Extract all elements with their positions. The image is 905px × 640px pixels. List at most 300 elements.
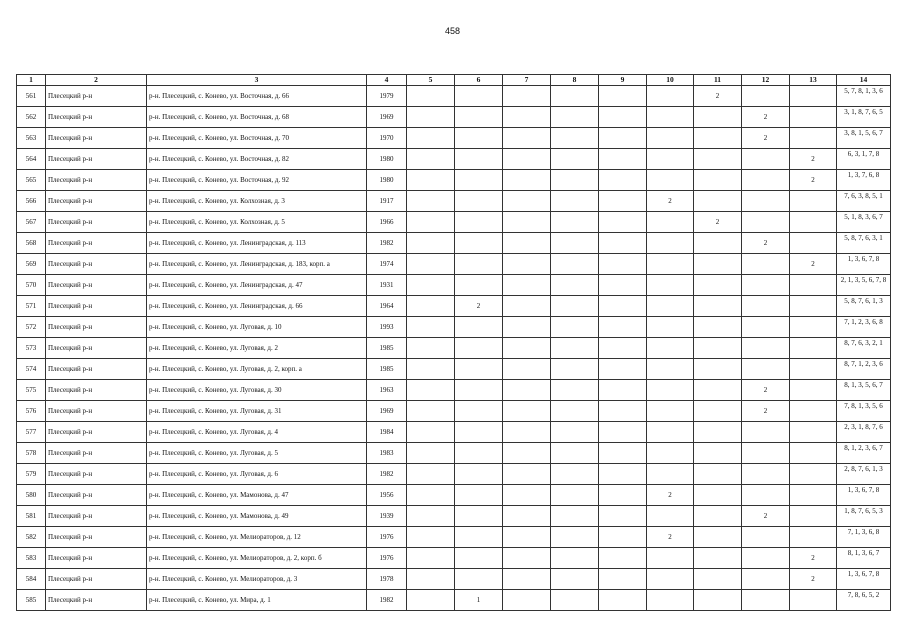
value-cell-col-11: [694, 359, 742, 380]
value-cell-col-11: [694, 485, 742, 506]
year-cell: 1969: [367, 401, 407, 422]
district-cell: Плесецкий р-н: [46, 107, 147, 128]
row-number-cell: 564: [17, 149, 46, 170]
table-row: [17, 275, 891, 296]
address-cell: р-н. Плесецкий, с. Конево, ул. Луговая, д. 2: [147, 338, 367, 359]
value-cell-col-5: [407, 296, 455, 317]
value-cell-col-9: [599, 149, 647, 170]
value-cell-col-7: [503, 443, 551, 464]
district-cell: Плесецкий р-н: [46, 506, 147, 527]
value-cell-col-9: [599, 569, 647, 590]
value-cell-col-9: [599, 422, 647, 443]
table-row: [17, 485, 891, 506]
value-cell-col-5: [407, 443, 455, 464]
table-row: [17, 86, 891, 107]
table-row: [17, 338, 891, 359]
value-cell-col-10: [647, 107, 694, 128]
sequence-cell: 8, 1, 2, 3, 6, 7: [837, 443, 891, 464]
value-cell-col-11: [694, 170, 742, 191]
value-cell-col-8: [551, 485, 599, 506]
sequence-cell: 1, 3, 6, 7, 8: [837, 254, 891, 275]
value-cell-col-5: [407, 107, 455, 128]
value-cell-col-7: [503, 107, 551, 128]
district-cell: Плесецкий р-н: [46, 170, 147, 191]
value-cell-col-7: [503, 527, 551, 548]
address-cell: р-н. Плесецкий, с. Конево, ул. Луговая, д. 31: [147, 401, 367, 422]
value-cell-col-6: [455, 86, 503, 107]
value-cell-col-8: [551, 191, 599, 212]
value-cell-col-5: [407, 359, 455, 380]
district-cell: Плесецкий р-н: [46, 569, 147, 590]
value-cell-col-10: [647, 86, 694, 107]
value-cell-col-7: [503, 359, 551, 380]
value-cell-col-12: [742, 338, 790, 359]
table-row: [17, 191, 891, 212]
table-row: [17, 506, 891, 527]
value-cell-col-8: [551, 359, 599, 380]
district-cell: Плесецкий р-н: [46, 401, 147, 422]
row-number-cell: 584: [17, 569, 46, 590]
value-cell-col-12: [742, 191, 790, 212]
value-cell-col-12: [742, 464, 790, 485]
value-cell-col-12: [742, 212, 790, 233]
value-cell-col-11: [694, 191, 742, 212]
year-cell: 1982: [367, 233, 407, 254]
value-cell-col-6: 1: [455, 590, 503, 611]
table-row: [17, 527, 891, 548]
value-cell-col-9: [599, 233, 647, 254]
value-cell-col-8: [551, 464, 599, 485]
value-cell-col-9: [599, 212, 647, 233]
value-cell-col-5: [407, 590, 455, 611]
row-number-cell: 574: [17, 359, 46, 380]
value-cell-col-6: [455, 149, 503, 170]
value-cell-col-9: [599, 317, 647, 338]
table-row: [17, 569, 891, 590]
district-cell: Плесецкий р-н: [46, 149, 147, 170]
row-number-cell: 576: [17, 401, 46, 422]
value-cell-col-8: [551, 548, 599, 569]
year-cell: 1963: [367, 380, 407, 401]
value-cell-col-7: [503, 86, 551, 107]
value-cell-col-6: [455, 527, 503, 548]
value-cell-col-9: [599, 401, 647, 422]
value-cell-col-6: [455, 485, 503, 506]
value-cell-col-11: [694, 296, 742, 317]
column-header-5: 5: [407, 75, 455, 86]
year-cell: 1982: [367, 464, 407, 485]
value-cell-col-12: [742, 485, 790, 506]
column-header-3: 3: [147, 75, 367, 86]
year-cell: 1939: [367, 506, 407, 527]
value-cell-col-8: [551, 86, 599, 107]
sequence-cell: 7, 8, 6, 5, 2: [837, 590, 891, 611]
sequence-cell: 8, 1, 3, 5, 6, 7: [837, 380, 891, 401]
table-row: [17, 128, 891, 149]
value-cell-col-12: [742, 422, 790, 443]
value-cell-col-10: 2: [647, 527, 694, 548]
value-cell-col-6: [455, 401, 503, 422]
sequence-cell: 1, 3, 6, 7, 8: [837, 485, 891, 506]
year-cell: 1970: [367, 128, 407, 149]
value-cell-col-12: 2: [742, 128, 790, 149]
table-row: [17, 149, 891, 170]
value-cell-col-10: [647, 233, 694, 254]
value-cell-col-12: [742, 296, 790, 317]
row-number-cell: 575: [17, 380, 46, 401]
column-header-14: 14: [837, 75, 891, 86]
value-cell-col-5: [407, 485, 455, 506]
value-cell-col-5: [407, 170, 455, 191]
value-cell-col-6: [455, 443, 503, 464]
column-header-6: 6: [455, 75, 503, 86]
value-cell-col-5: [407, 128, 455, 149]
table-row: [17, 317, 891, 338]
district-cell: Плесецкий р-н: [46, 86, 147, 107]
sequence-cell: 2, 3, 1, 8, 7, 6: [837, 422, 891, 443]
district-cell: Плесецкий р-н: [46, 317, 147, 338]
row-number-cell: 563: [17, 128, 46, 149]
address-cell: р-н. Плесецкий, с. Конево, ул. Ленинградская, д. 47: [147, 275, 367, 296]
value-cell-col-10: [647, 149, 694, 170]
value-cell-col-8: [551, 107, 599, 128]
value-cell-col-13: [790, 191, 837, 212]
year-cell: 1976: [367, 527, 407, 548]
value-cell-col-10: 2: [647, 485, 694, 506]
value-cell-col-13: 2: [790, 548, 837, 569]
value-cell-col-6: 2: [455, 296, 503, 317]
address-cell: р-н. Плесецкий, с. Конево, ул. Колхозная, д. 3: [147, 191, 367, 212]
address-cell: р-н. Плесецкий, с. Конево, ул. Луговая, д. 5: [147, 443, 367, 464]
row-number-cell: 580: [17, 485, 46, 506]
table-row: [17, 464, 891, 485]
value-cell-col-7: [503, 422, 551, 443]
address-cell: р-н. Плесецкий, с. Конево, ул. Ленинградская, д. 183, корп. а: [147, 254, 367, 275]
value-cell-col-6: [455, 464, 503, 485]
value-cell-col-8: [551, 233, 599, 254]
row-number-cell: 581: [17, 506, 46, 527]
district-cell: Плесецкий р-н: [46, 128, 147, 149]
value-cell-col-12: 2: [742, 380, 790, 401]
row-number-cell: 566: [17, 191, 46, 212]
value-cell-col-10: [647, 296, 694, 317]
year-cell: 1985: [367, 359, 407, 380]
value-cell-col-11: [694, 338, 742, 359]
value-cell-col-8: [551, 569, 599, 590]
year-cell: 1984: [367, 422, 407, 443]
table-row: [17, 380, 891, 401]
row-number-cell: 565: [17, 170, 46, 191]
table-row: [17, 422, 891, 443]
value-cell-col-9: [599, 443, 647, 464]
value-cell-col-5: [407, 548, 455, 569]
year-cell: 1983: [367, 443, 407, 464]
value-cell-col-12: 2: [742, 107, 790, 128]
column-header-4: 4: [367, 75, 407, 86]
value-cell-col-11: [694, 275, 742, 296]
value-cell-col-11: 2: [694, 212, 742, 233]
value-cell-col-10: [647, 380, 694, 401]
district-cell: Плесецкий р-н: [46, 590, 147, 611]
value-cell-col-7: [503, 338, 551, 359]
sequence-cell: 2, 8, 7, 6, 1, 3: [837, 464, 891, 485]
sequence-cell: 7, 6, 3, 8, 5, 1: [837, 191, 891, 212]
value-cell-col-5: [407, 191, 455, 212]
value-cell-col-7: [503, 275, 551, 296]
value-cell-col-5: [407, 401, 455, 422]
value-cell-col-7: [503, 212, 551, 233]
value-cell-col-9: [599, 338, 647, 359]
row-number-cell: 572: [17, 317, 46, 338]
value-cell-col-10: [647, 569, 694, 590]
value-cell-col-9: [599, 485, 647, 506]
sequence-cell: 7, 1, 3, 6, 8: [837, 527, 891, 548]
row-number-cell: 583: [17, 548, 46, 569]
value-cell-col-13: [790, 380, 837, 401]
value-cell-col-13: 2: [790, 254, 837, 275]
value-cell-col-10: [647, 338, 694, 359]
value-cell-col-12: [742, 170, 790, 191]
value-cell-col-5: [407, 233, 455, 254]
row-number-cell: 567: [17, 212, 46, 233]
sequence-cell: 2, 1, 3, 5, 6, 7, 8: [837, 275, 891, 296]
value-cell-col-6: [455, 254, 503, 275]
district-cell: Плесецкий р-н: [46, 275, 147, 296]
value-cell-col-13: 2: [790, 149, 837, 170]
value-cell-col-7: [503, 191, 551, 212]
district-cell: Плесецкий р-н: [46, 422, 147, 443]
value-cell-col-6: [455, 338, 503, 359]
value-cell-col-12: [742, 527, 790, 548]
column-header-7: 7: [503, 75, 551, 86]
column-header-1: 1: [17, 75, 46, 86]
value-cell-col-13: [790, 506, 837, 527]
value-cell-col-9: [599, 548, 647, 569]
value-cell-col-9: [599, 527, 647, 548]
value-cell-col-10: [647, 359, 694, 380]
value-cell-col-9: [599, 191, 647, 212]
district-cell: Плесецкий р-н: [46, 212, 147, 233]
value-cell-col-10: [647, 170, 694, 191]
value-cell-col-9: [599, 296, 647, 317]
value-cell-col-11: [694, 422, 742, 443]
value-cell-col-8: [551, 254, 599, 275]
address-cell: р-н. Плесецкий, с. Конево, ул. Восточная, д. 66: [147, 86, 367, 107]
row-number-cell: 570: [17, 275, 46, 296]
value-cell-col-5: [407, 380, 455, 401]
value-cell-col-12: 2: [742, 506, 790, 527]
value-cell-col-6: [455, 569, 503, 590]
column-header-9: 9: [599, 75, 647, 86]
value-cell-col-6: [455, 191, 503, 212]
value-cell-col-13: [790, 401, 837, 422]
district-cell: Плесецкий р-н: [46, 527, 147, 548]
year-cell: 1993: [367, 317, 407, 338]
value-cell-col-7: [503, 590, 551, 611]
value-cell-col-13: [790, 128, 837, 149]
address-cell: р-н. Плесецкий, с. Конево, ул. Луговая, д. 10: [147, 317, 367, 338]
value-cell-col-5: [407, 464, 455, 485]
value-cell-col-10: [647, 443, 694, 464]
value-cell-col-10: [647, 548, 694, 569]
value-cell-col-10: [647, 464, 694, 485]
sequence-cell: 7, 1, 2, 3, 6, 8: [837, 317, 891, 338]
value-cell-col-10: [647, 590, 694, 611]
value-cell-col-8: [551, 275, 599, 296]
table-row: [17, 170, 891, 191]
value-cell-col-12: [742, 548, 790, 569]
value-cell-col-11: [694, 107, 742, 128]
value-cell-col-9: [599, 254, 647, 275]
value-cell-col-6: [455, 170, 503, 191]
year-cell: 1979: [367, 86, 407, 107]
year-cell: 1980: [367, 170, 407, 191]
table-row: [17, 296, 891, 317]
value-cell-col-8: [551, 317, 599, 338]
district-cell: Плесецкий р-н: [46, 191, 147, 212]
column-header-11: 11: [694, 75, 742, 86]
value-cell-col-10: 2: [647, 191, 694, 212]
year-cell: 1969: [367, 107, 407, 128]
column-header-2: 2: [46, 75, 147, 86]
value-cell-col-8: [551, 422, 599, 443]
value-cell-col-9: [599, 107, 647, 128]
page-number: 458: [444, 26, 461, 36]
table-row: [17, 212, 891, 233]
table-row: [17, 443, 891, 464]
value-cell-col-6: [455, 233, 503, 254]
value-cell-col-13: [790, 338, 837, 359]
value-cell-col-7: [503, 380, 551, 401]
district-cell: Плесецкий р-н: [46, 380, 147, 401]
value-cell-col-7: [503, 569, 551, 590]
address-cell: р-н. Плесецкий, с. Конево, ул. Мелиораторов, д. 12: [147, 527, 367, 548]
value-cell-col-6: [455, 548, 503, 569]
value-cell-col-9: [599, 464, 647, 485]
row-number-cell: 578: [17, 443, 46, 464]
year-cell: 1980: [367, 149, 407, 170]
value-cell-col-7: [503, 401, 551, 422]
sequence-cell: 8, 1, 3, 6, 7: [837, 548, 891, 569]
value-cell-col-11: [694, 317, 742, 338]
value-cell-col-5: [407, 569, 455, 590]
row-number-cell: 585: [17, 590, 46, 611]
value-cell-col-5: [407, 506, 455, 527]
table-row: [17, 254, 891, 275]
district-cell: Плесецкий р-н: [46, 359, 147, 380]
value-cell-col-7: [503, 254, 551, 275]
value-cell-col-10: [647, 128, 694, 149]
value-cell-col-12: [742, 590, 790, 611]
value-cell-col-7: [503, 317, 551, 338]
value-cell-col-12: [742, 86, 790, 107]
value-cell-col-5: [407, 317, 455, 338]
row-number-cell: 577: [17, 422, 46, 443]
value-cell-col-10: [647, 317, 694, 338]
value-cell-col-12: [742, 317, 790, 338]
row-number-cell: 561: [17, 86, 46, 107]
value-cell-col-8: [551, 296, 599, 317]
value-cell-col-6: [455, 506, 503, 527]
address-cell: р-н. Плесецкий, с. Конево, ул. Мира, д. 1: [147, 590, 367, 611]
address-cell: р-н. Плесецкий, с. Конево, ул. Мелиораторов, д. 3: [147, 569, 367, 590]
district-cell: Плесецкий р-н: [46, 485, 147, 506]
value-cell-col-7: [503, 170, 551, 191]
district-cell: Плесецкий р-н: [46, 296, 147, 317]
value-cell-col-12: [742, 254, 790, 275]
value-cell-col-6: [455, 359, 503, 380]
district-cell: Плесецкий р-н: [46, 233, 147, 254]
year-cell: 1964: [367, 296, 407, 317]
value-cell-col-5: [407, 338, 455, 359]
value-cell-col-11: [694, 380, 742, 401]
value-cell-col-13: [790, 359, 837, 380]
value-cell-col-10: [647, 275, 694, 296]
value-cell-col-11: [694, 233, 742, 254]
column-header-8: 8: [551, 75, 599, 86]
value-cell-col-5: [407, 86, 455, 107]
value-cell-col-12: [742, 275, 790, 296]
row-number-cell: 568: [17, 233, 46, 254]
address-cell: р-н. Плесецкий, с. Конево, ул. Ленинградская, д. 66: [147, 296, 367, 317]
value-cell-col-8: [551, 443, 599, 464]
address-cell: р-н. Плесецкий, с. Конево, ул. Луговая, д. 6: [147, 464, 367, 485]
value-cell-col-11: [694, 401, 742, 422]
address-cell: р-н. Плесецкий, с. Конево, ул. Мелиораторов, д. 2, корп. б: [147, 548, 367, 569]
year-cell: 1931: [367, 275, 407, 296]
value-cell-col-8: [551, 401, 599, 422]
district-cell: Плесецкий р-н: [46, 443, 147, 464]
value-cell-col-6: [455, 212, 503, 233]
table-row: [17, 359, 891, 380]
value-cell-col-8: [551, 506, 599, 527]
year-cell: 1985: [367, 338, 407, 359]
district-cell: Плесецкий р-н: [46, 254, 147, 275]
year-cell: 1978: [367, 569, 407, 590]
value-cell-col-12: [742, 359, 790, 380]
value-cell-col-11: [694, 548, 742, 569]
value-cell-col-7: [503, 464, 551, 485]
value-cell-col-13: [790, 296, 837, 317]
value-cell-col-5: [407, 149, 455, 170]
year-cell: 1956: [367, 485, 407, 506]
row-number-cell: 569: [17, 254, 46, 275]
value-cell-col-9: [599, 359, 647, 380]
sequence-cell: 6, 3, 1, 7, 8: [837, 149, 891, 170]
sequence-cell: 5, 7, 8, 1, 3, 6: [837, 86, 891, 107]
value-cell-col-13: [790, 422, 837, 443]
value-cell-col-6: [455, 380, 503, 401]
value-cell-col-8: [551, 338, 599, 359]
sequence-cell: 5, 1, 8, 3, 6, 7: [837, 212, 891, 233]
value-cell-col-12: [742, 443, 790, 464]
sequence-cell: 3, 8, 1, 5, 6, 7: [837, 128, 891, 149]
row-number-cell: 582: [17, 527, 46, 548]
value-cell-col-12: [742, 149, 790, 170]
sequence-cell: 1, 3, 6, 7, 8: [837, 569, 891, 590]
value-cell-col-13: [790, 233, 837, 254]
value-cell-col-13: [790, 317, 837, 338]
year-cell: 1917: [367, 191, 407, 212]
sequence-cell: 5, 8, 7, 6, 3, 1: [837, 233, 891, 254]
column-header-13: 13: [790, 75, 837, 86]
value-cell-col-8: [551, 149, 599, 170]
address-cell: р-н. Плесецкий, с. Конево, ул. Восточная, д. 92: [147, 170, 367, 191]
value-cell-col-9: [599, 590, 647, 611]
value-cell-col-8: [551, 170, 599, 191]
address-cell: р-н. Плесецкий, с. Конево, ул. Колхозная, д. 5: [147, 212, 367, 233]
year-cell: 1982: [367, 590, 407, 611]
